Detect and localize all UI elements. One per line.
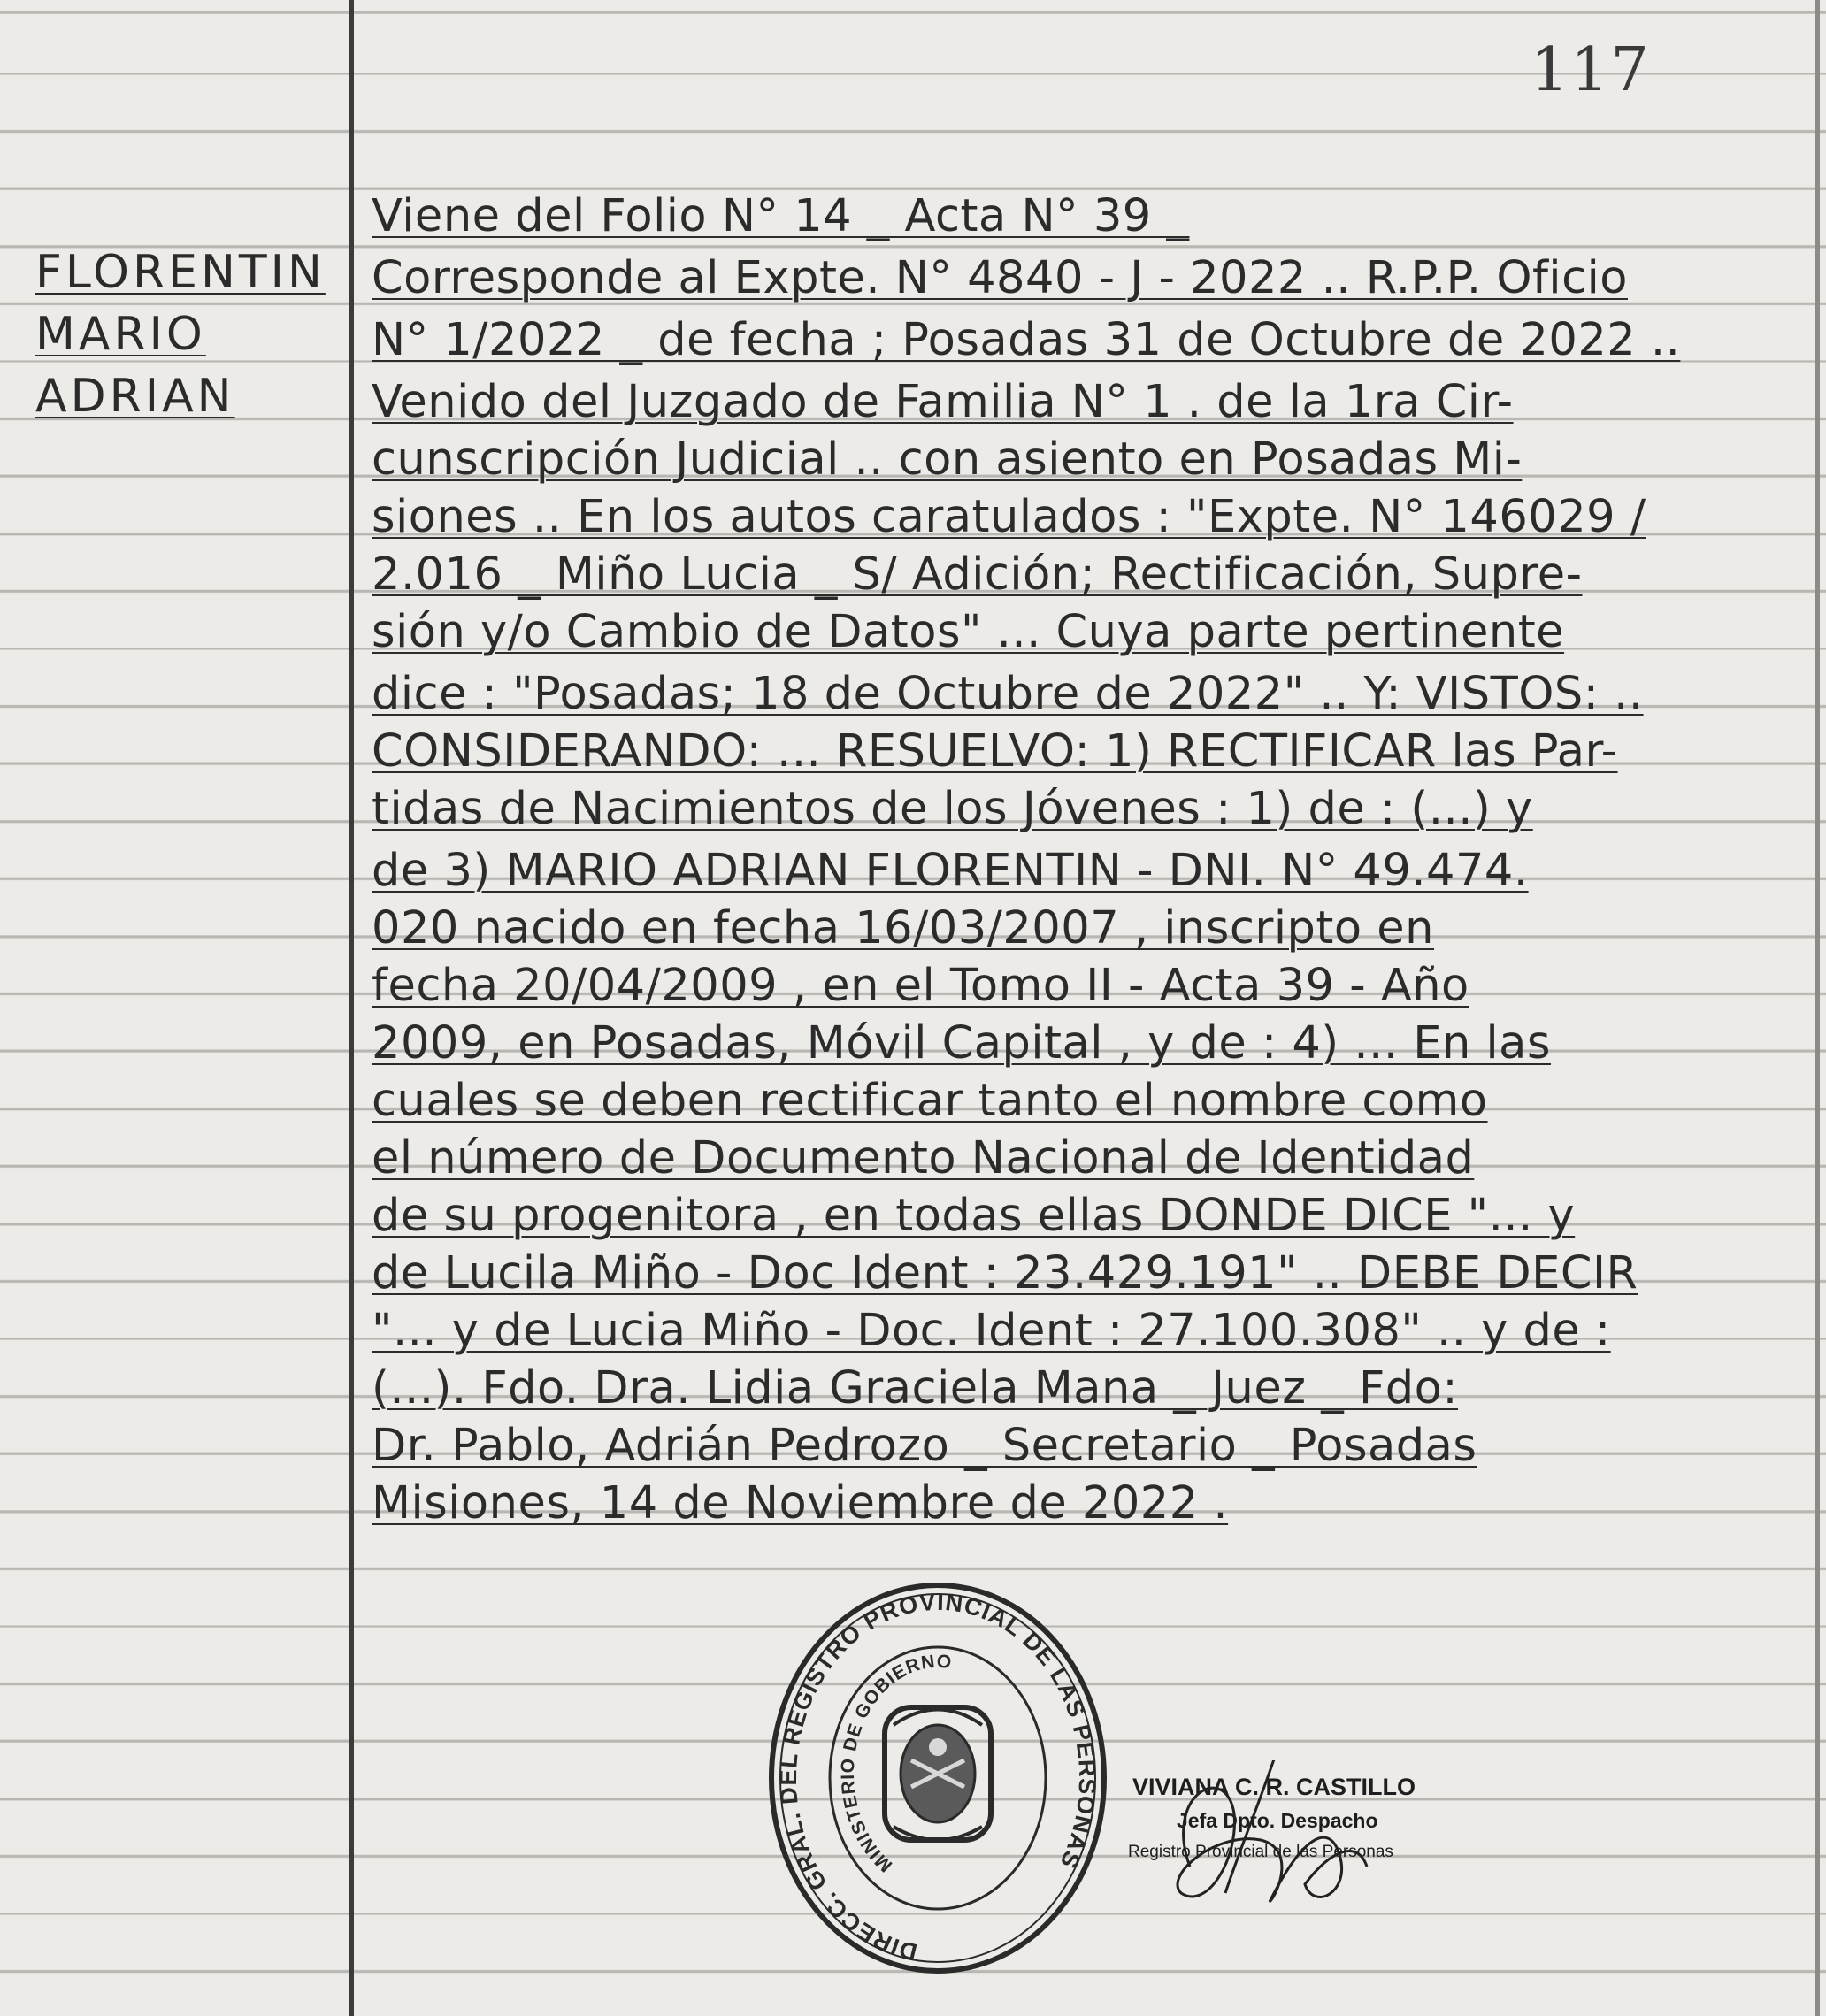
entry-line: 2.016 _ Miño Lucia _ S/ Adición; Rectificación, Supre- xyxy=(372,548,1583,601)
stamp-name: VIVIANA C. R. CASTILLO xyxy=(1132,1774,1416,1800)
entry-line: fecha 20/04/2009 , en el Tomo II - Acta 39 - Año xyxy=(372,960,1469,1012)
right-edge-rule xyxy=(1815,0,1820,2016)
entry-line: 020 nacido en fecha 16/03/2007 , inscripto en xyxy=(372,902,1435,954)
entry-line: de Lucila Miño - Doc Ident : 23.429.191" .. DEBE DECIR xyxy=(372,1247,1638,1299)
provincial-emblem-icon xyxy=(885,1707,991,1840)
handwritten-signature xyxy=(1128,1760,1500,1946)
entry-line: cuales se deben rectificar tanto el nombre como xyxy=(372,1075,1488,1127)
margin-name-first: MARIO xyxy=(35,308,206,361)
entry-line: Dr. Pablo, Adrián Pedrozo _ Secretario _ Posadas xyxy=(372,1420,1477,1472)
signature-stamp xyxy=(1128,1760,1500,1946)
entry-line: "... y de Lucia Miño - Doc. Ident : 27.100.308" .. y de : xyxy=(372,1305,1611,1357)
stamp-title: Jefa Dpto. Despacho xyxy=(1177,1809,1378,1832)
entry-line: de su progenitora , en todas ellas DONDE DICE "... y xyxy=(372,1190,1576,1242)
entry-line: tidas de Nacimientos de los Jóvenes : 1) de : (...) y xyxy=(372,783,1533,835)
margin-name-second: ADRIAN xyxy=(35,370,235,423)
entry-line: siones .. En los autos caratulados : "Expte. N° 146029 / xyxy=(372,491,1646,543)
entry-line: Corresponde al Expte. N° 4840 - J - 2022 .. R.P.P. Oficio xyxy=(372,252,1628,304)
entry-line: cunscripción Judicial .. con asiento en Posadas Mi- xyxy=(372,433,1523,486)
entry-line: CONSIDERANDO: ... RESUELVO: 1) RECTIFICAR las Par- xyxy=(372,725,1618,778)
seal-outer-text: DIRECC. GRAL. DEL REGISTRO PROVINCIAL DE LAS PERSONAS xyxy=(775,1588,1101,1966)
seal-inner-text: MINISTERIO DE GOBIERNO xyxy=(837,1651,954,1876)
stamp-office: Registro Provincial de las Personas xyxy=(1128,1843,1393,1861)
official-seal xyxy=(761,1575,1115,1982)
entry-line: (...). Fdo. Dra. Lidia Graciela Mana _ Juez _ Fdo: xyxy=(372,1362,1459,1414)
entry-line: Misiones, 14 de Noviembre de 2022 . xyxy=(372,1477,1229,1529)
entry-line: el número de Documento Nacional de Identidad xyxy=(372,1132,1475,1184)
folio-number: 117 xyxy=(1531,35,1651,105)
margin-rule xyxy=(349,0,354,2016)
entry-line: 2009, en Posadas, Móvil Capital , y de : 4) ... En las xyxy=(372,1017,1552,1069)
entry-line: de 3) MARIO ADRIAN FLORENTIN - DNI. N° 49.474. xyxy=(372,845,1529,897)
entry-line: dice : "Posadas; 18 de Octubre de 2022" .. Y: VISTOS: .. xyxy=(372,668,1644,720)
entry-line: sión y/o Cambio de Datos" ... Cuya parte pertinente xyxy=(372,606,1565,658)
entry-line: Venido del Juzgado de Familia N° 1 . de la 1ra Cir- xyxy=(372,376,1514,428)
entry-line: N° 1/2022 _ de fecha ; Posadas 31 de Octubre de 2022 .. xyxy=(372,314,1681,366)
entry-line: Viene del Folio N° 14 _ Acta N° 39 _ xyxy=(372,190,1190,242)
margin-name-surname: FLORENTIN xyxy=(35,246,326,299)
